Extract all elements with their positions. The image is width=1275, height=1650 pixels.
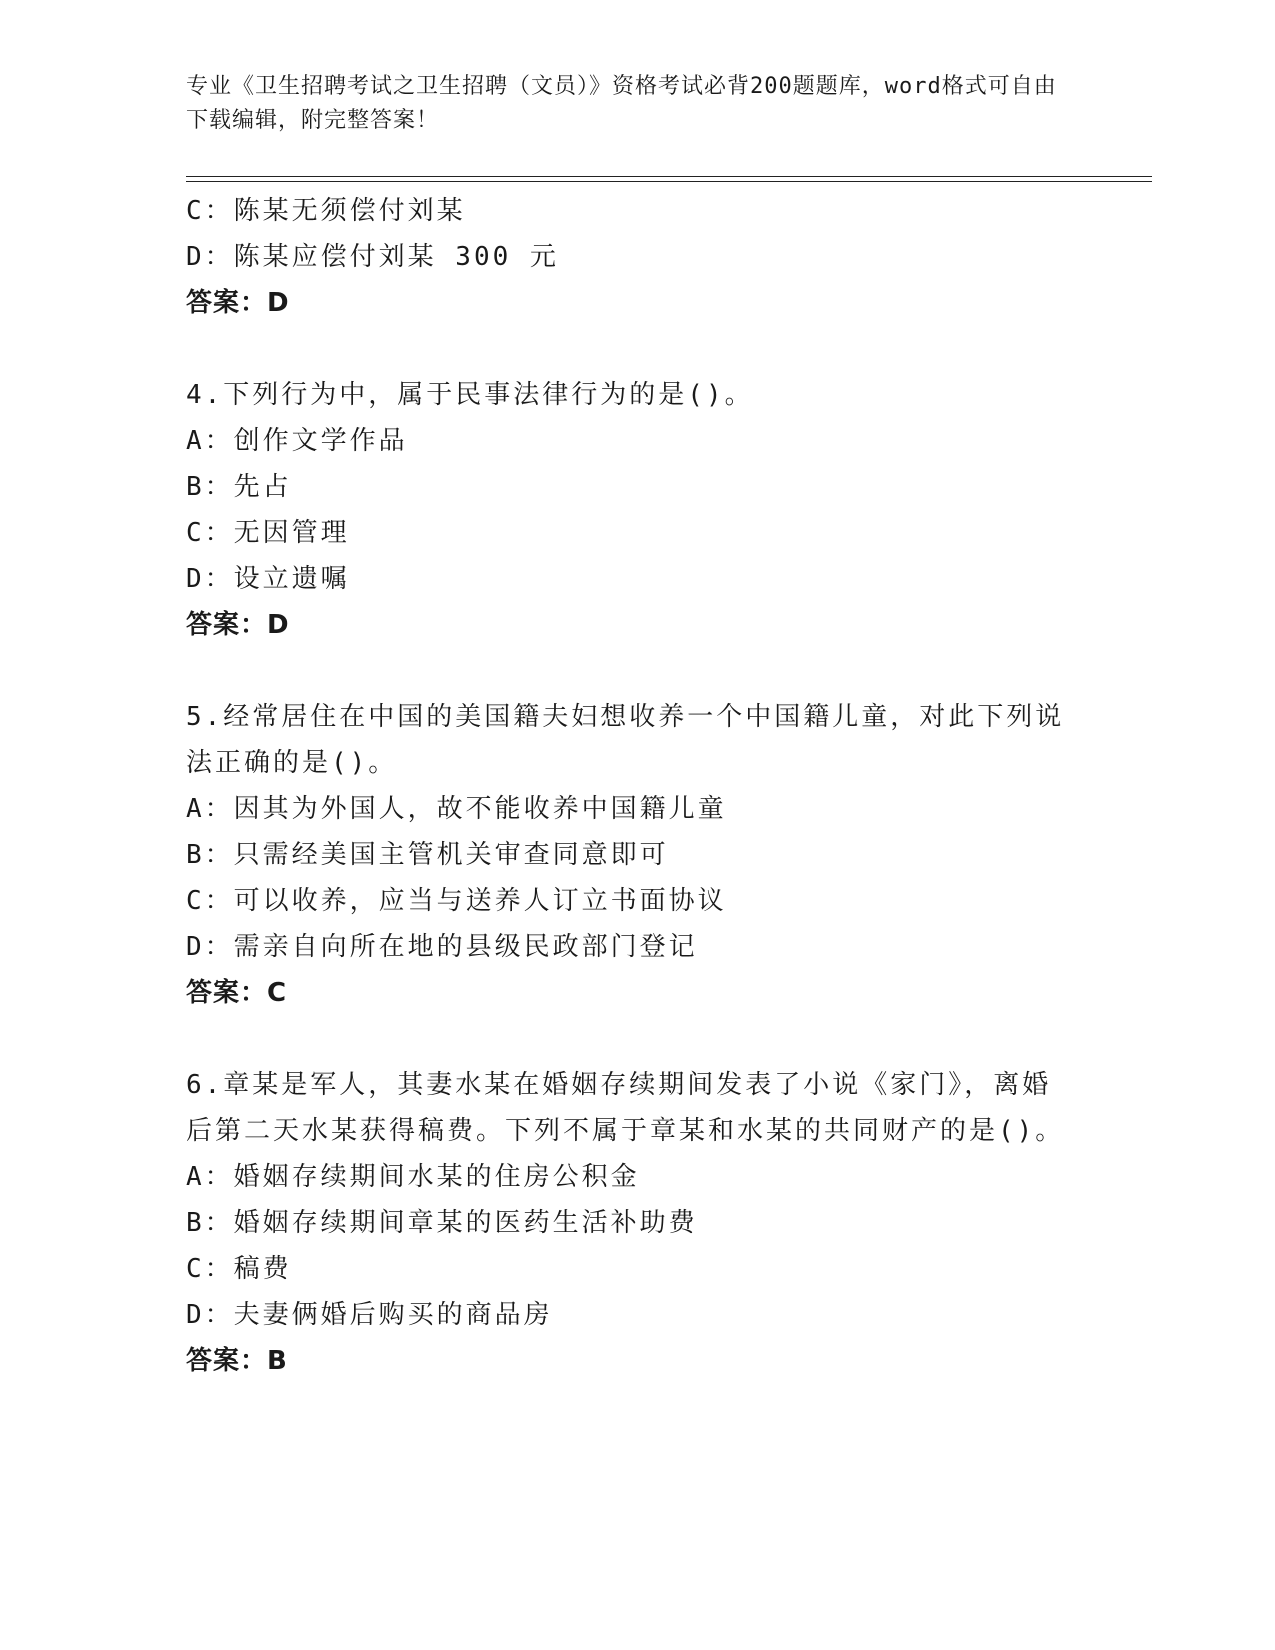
answer: 答案：D xyxy=(186,288,290,318)
spacer xyxy=(186,1016,1066,1062)
question-6 xyxy=(186,1062,1066,1384)
option-d: D：需亲自向所在地的县级民政部门登记 xyxy=(186,932,698,962)
option-b: B：先占 xyxy=(186,472,292,502)
question-4 xyxy=(186,372,1066,648)
document-header: 专业《卫生招聘考试之卫生招聘（文员）》资格考试必背200题题库，word格式可自由下载编辑，附完整答案！ xyxy=(186,74,1057,133)
option-b: B：只需经美国主管机关审查同意即可 xyxy=(186,840,669,870)
option-c: C：稿费 xyxy=(186,1254,292,1284)
spacer xyxy=(186,326,1066,372)
option-d: D：陈某应偿付刘某 300 元 xyxy=(186,242,559,272)
option-c: C：可以收养，应当与送养人订立书面协议 xyxy=(186,886,727,916)
question-text: 5.经常居住在中国的美国籍夫妇想收养一个中国籍儿童，对此下列说法正确的是()。 xyxy=(186,702,1065,778)
answer: 答案：D xyxy=(186,610,290,640)
option-b: B：婚姻存续期间章某的医药生活补助费 xyxy=(186,1208,698,1238)
option-d: D：夫妻俩婚后购买的商品房 xyxy=(186,1300,553,1330)
question-5 xyxy=(186,694,1066,1016)
question-text: 4.下列行为中，属于民事法律行为的是()。 xyxy=(186,380,754,410)
question-list xyxy=(186,188,1066,1384)
option-c: C：无因管理 xyxy=(186,518,350,548)
answer: 答案：C xyxy=(186,978,288,1008)
header-divider xyxy=(186,176,1152,182)
option-d: D：设立遗嘱 xyxy=(186,564,350,594)
spacer xyxy=(186,648,1066,694)
answer: 答案：B xyxy=(186,1346,288,1376)
option-a: A：创作文学作品 xyxy=(186,426,408,456)
question-3-remainder xyxy=(186,188,1066,326)
option-a: A：因其为外国人，故不能收养中国籍儿童 xyxy=(186,794,727,824)
option-c: C：陈某无须偿付刘某 xyxy=(186,196,466,226)
option-a: A：婚姻存续期间水某的住房公积金 xyxy=(186,1162,640,1192)
question-text: 6.章某是军人，其妻水某在婚姻存续期间发表了小说《家门》，离婚后第二天水某获得稿费。下列不属于章某和水某的共同财产的是()。 xyxy=(186,1070,1065,1146)
